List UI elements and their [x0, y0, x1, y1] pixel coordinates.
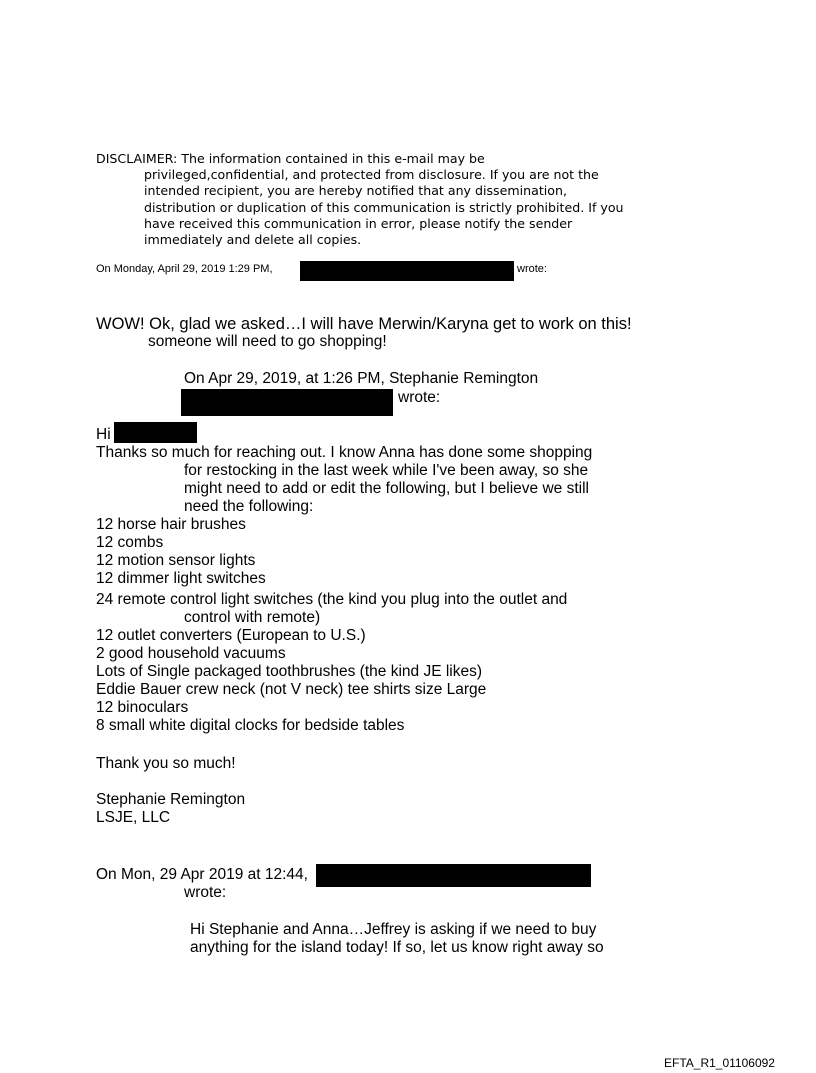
redaction-box — [114, 422, 197, 443]
reply-header-prefix: On Monday, April 29, 2019 1:29 PM, — [96, 263, 273, 275]
list-item: 12 outlet converters (European to U.S.) — [96, 627, 366, 644]
disclaimer-line: immediately and delete all copies. — [144, 232, 362, 248]
list-item: 8 small white digital clocks for bedside tables — [96, 717, 405, 734]
thanks-line: Thank you so much! — [96, 755, 236, 772]
redaction-box — [300, 261, 514, 281]
list-item: 12 dimmer light switches — [96, 570, 266, 587]
list-item: 2 good household vacuums — [96, 645, 286, 662]
list-item: 24 remote control light switches (the kind you plug into the outlet and — [96, 591, 568, 608]
document-id: EFTA_R1_01106092 — [664, 1056, 775, 1070]
reply-header-suffix: wrote: — [517, 263, 547, 275]
redaction-box — [181, 389, 393, 416]
greeting: Hi — [96, 426, 111, 443]
disclaimer-line: have received this communication in error, please notify the sender — [144, 215, 573, 231]
list-item: Eddie Bauer crew neck (not V neck) tee shirts size Large — [96, 681, 487, 698]
list-item-continuation: control with remote) — [184, 609, 321, 626]
disclaimer-line: intended recipient, you are hereby notified that any dissemination, — [144, 183, 567, 199]
signature-company: LSJE, LLC — [96, 809, 171, 826]
message-line: Hi Stephanie and Anna…Jeffrey is asking if we need to buy — [190, 921, 597, 938]
list-item: 12 combs — [96, 534, 164, 551]
quote-header-suffix: wrote: — [398, 389, 441, 406]
message-line: for restocking in the last week while I've been away, so she — [184, 462, 589, 479]
disclaimer-line: DISCLAIMER: The information contained in this e-mail may be — [96, 151, 485, 166]
message-line: might need to add or edit the following, but I believe we still — [184, 480, 589, 497]
message-line: need the following: — [184, 498, 314, 515]
quote-header-line: On Mon, 29 Apr 2019 at 12:44, — [96, 866, 308, 883]
message-line: Thanks so much for reaching out. I know Anna has done some shopping — [96, 444, 593, 461]
quote-header-suffix: wrote: — [184, 884, 227, 901]
disclaimer-line: privileged,confidential, and protected from disclosure. If you are not the — [144, 167, 599, 183]
list-item: 12 binoculars — [96, 699, 189, 716]
quote-header-line: On Apr 29, 2019, at 1:26 PM, Stephanie Remington — [184, 370, 539, 387]
disclaimer-line: distribution or duplication of this communication is strictly prohibited. If you — [144, 199, 624, 215]
list-item: 12 horse hair brushes — [96, 516, 246, 533]
reply-body-line: someone will need to go shopping! — [148, 333, 387, 350]
list-item: 12 motion sensor lights — [96, 552, 256, 569]
signature-name: Stephanie Remington — [96, 791, 246, 808]
reply-body-line: WOW! Ok, glad we asked…I will have Merwin/Karyna get to work on this! — [96, 315, 632, 333]
disclaimer-block — [96, 151, 624, 248]
redaction-box — [316, 864, 591, 887]
list-item: Lots of Single packaged toothbrushes (the kind JE likes) — [96, 663, 483, 680]
message-line: anything for the island today! If so, let us know right away so — [190, 939, 604, 956]
